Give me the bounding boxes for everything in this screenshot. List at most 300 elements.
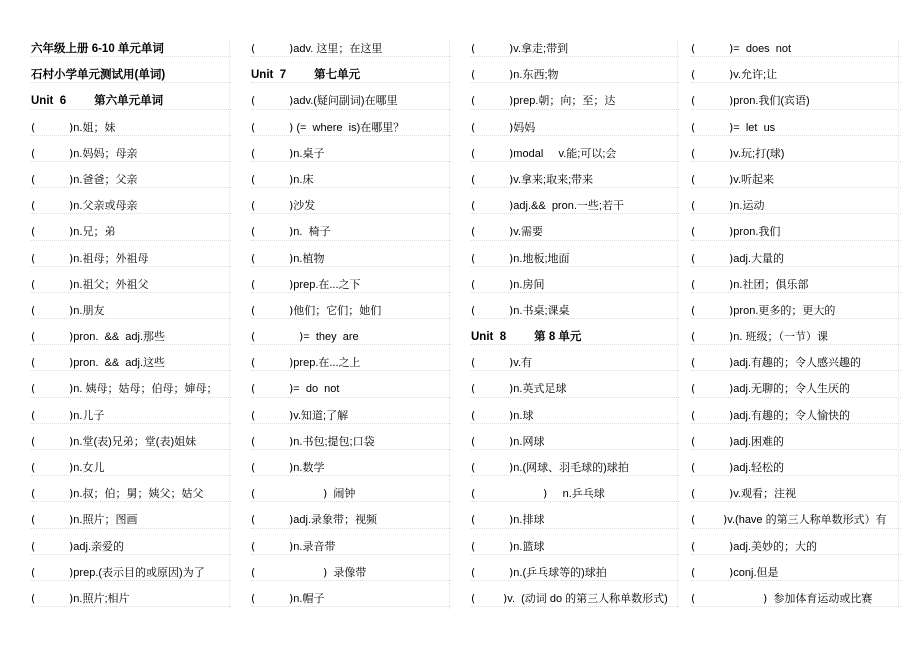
vocab-entry [691, 376, 901, 402]
answer-blank[interactable]: ( [251, 172, 256, 186]
definition-text: n.床 [293, 173, 314, 186]
vocab-entry [31, 350, 231, 376]
definition-text: 参加体育运动或比赛 [767, 592, 873, 605]
vocab-entry [691, 324, 901, 350]
blank-close-paren: ) [729, 565, 734, 579]
vocab-entry [31, 481, 231, 507]
vocab-entry [31, 272, 231, 298]
blank-close-paren: ) [69, 146, 74, 160]
answer-blank[interactable]: ( [31, 434, 36, 448]
blank-close-paren: ) [289, 199, 294, 213]
vocab-entry [471, 481, 679, 507]
answer-blank[interactable]: ( [471, 513, 476, 527]
blank-close-paren: ) [763, 591, 768, 605]
blank-close-paren: ) [299, 330, 304, 344]
answer-blank[interactable]: ( [31, 382, 36, 396]
vocab-entry [251, 481, 451, 507]
answer-blank[interactable]: ( [251, 225, 256, 239]
vocab-entry [251, 88, 451, 114]
vocab-entry [31, 455, 231, 481]
blank-close-paren: ) [289, 172, 294, 186]
answer-blank[interactable]: ( [471, 356, 476, 370]
definition-text: adj.亲爱的 [73, 540, 125, 553]
blank-close-paren: ) [289, 303, 294, 317]
column-3 [471, 36, 679, 612]
vocab-entry [31, 376, 231, 402]
answer-blank[interactable]: ( [251, 565, 256, 579]
vocab-entry [691, 36, 901, 62]
blank-close-paren: ) [323, 565, 328, 579]
answer-blank[interactable]: ( [251, 434, 256, 448]
definition-text: adv. 这里；在这里 [293, 43, 383, 55]
answer-blank[interactable]: ( [251, 591, 256, 605]
blank-close-paren: ) [69, 382, 74, 396]
answer-blank[interactable]: ( [31, 146, 36, 160]
definition-text: prep.(表示目的或原因)为了 [73, 566, 205, 579]
vocab-entry [471, 115, 679, 141]
answer-blank[interactable]: ( [31, 120, 36, 134]
vocab-entry [251, 560, 451, 586]
unit-label: Unit 6 [31, 95, 67, 108]
blank-close-paren: ) [509, 277, 514, 291]
blank-close-paren: ) [69, 277, 74, 291]
vocab-entry [471, 246, 679, 272]
vocab-entry [691, 403, 901, 429]
answer-blank[interactable]: ( [251, 408, 256, 422]
answer-blank[interactable]: ( [471, 591, 476, 605]
answer-blank[interactable]: ( [691, 225, 696, 239]
definition-text: n.姐；妹 [73, 121, 116, 134]
answer-blank[interactable]: ( [691, 513, 696, 527]
answer-blank[interactable]: ( [691, 120, 696, 134]
blank-close-paren: ) [729, 303, 734, 317]
vocab-entry [31, 560, 231, 586]
vocab-entry [691, 272, 901, 298]
answer-blank[interactable]: ( [691, 303, 696, 317]
vocab-entry [31, 534, 231, 560]
vocab-entry [31, 167, 231, 193]
vocab-entry [251, 115, 451, 141]
definition-text: n.朋友 [73, 304, 105, 317]
blank-close-paren: ) [503, 591, 508, 605]
vocab-entry [471, 429, 679, 455]
vocab-entry [251, 141, 451, 167]
answer-blank[interactable]: ( [251, 330, 256, 344]
answer-blank[interactable]: ( [691, 42, 696, 55]
definition-text: n.照片；图画 [73, 514, 138, 527]
definition-text: adj.大量的 [733, 252, 785, 265]
definition-text: = let us [733, 121, 776, 134]
answer-blank[interactable]: ( [251, 356, 256, 370]
blank-close-paren: ) [289, 251, 294, 265]
vocab-entry [691, 429, 901, 455]
definition-text: adj.困难的 [733, 435, 785, 448]
answer-blank[interactable]: ( [251, 513, 256, 527]
definition-text: n.排球 [513, 514, 545, 527]
vocab-entry [251, 376, 451, 402]
vocab-entry [31, 586, 231, 612]
vocab-entry [31, 193, 231, 219]
vocab-entry [691, 115, 901, 141]
definition-text: n.爸爸；父亲 [73, 173, 138, 186]
vocab-entry [691, 62, 901, 88]
definition-text: adj.美妙的；大的 [733, 540, 818, 553]
blank-close-paren: ) [69, 251, 74, 265]
answer-blank[interactable]: ( [471, 434, 476, 448]
blank-close-paren: ) [69, 487, 74, 501]
definition-text: n. 班级；（一节）课 [733, 331, 829, 344]
document-heading [31, 36, 231, 62]
vocab-entry [251, 193, 451, 219]
blank-close-paren: ) [509, 172, 514, 186]
definition-text: n.(网球、羽毛球的)球拍 [513, 462, 629, 474]
answer-blank[interactable]: ( [251, 120, 256, 134]
definition-text: n.房间 [513, 278, 545, 291]
blank-close-paren: ) [509, 565, 514, 579]
answer-blank[interactable]: ( [31, 172, 36, 186]
blank-close-paren: ) [289, 120, 294, 134]
answer-blank[interactable]: ( [31, 251, 36, 265]
blank-close-paren: ) [509, 120, 514, 134]
answer-blank[interactable]: ( [691, 94, 696, 108]
answer-blank[interactable]: ( [251, 461, 256, 474]
vocab-entry [471, 403, 679, 429]
blank-close-paren: ) [289, 382, 294, 396]
definition-text: adj.轻松的 [733, 462, 785, 474]
vocab-entry [691, 246, 901, 272]
answer-blank[interactable]: ( [251, 199, 256, 213]
vocab-entry [251, 272, 451, 298]
blank-close-paren: ) [69, 303, 74, 317]
vocab-entry [31, 219, 231, 245]
vocab-entry [471, 455, 679, 481]
blank-close-paren: ) [289, 94, 294, 108]
vocab-entry [471, 507, 679, 533]
answer-blank[interactable]: ( [31, 356, 36, 370]
blank-close-paren: ) [69, 120, 74, 134]
vocab-entry [691, 455, 901, 481]
definition-text: modal v.能;可以;会 [513, 147, 617, 160]
blank-close-paren: ) [729, 277, 734, 291]
blank-close-paren: ) [509, 199, 514, 213]
answer-blank[interactable]: ( [471, 225, 476, 239]
answer-blank[interactable]: ( [691, 251, 696, 265]
vocab-entry [471, 376, 679, 402]
blank-close-paren: ) [729, 68, 734, 82]
answer-blank[interactable]: ( [31, 591, 36, 605]
blank-close-paren: ) [289, 42, 294, 55]
vocab-entry [251, 219, 451, 245]
answer-blank[interactable]: ( [31, 461, 36, 474]
definition-text: n. 姨母；姑母；伯母；婶母； [73, 383, 218, 396]
definition-text: pron.更多的；更大的 [733, 304, 836, 317]
answer-blank[interactable]: ( [251, 94, 256, 108]
vocab-entry [471, 62, 679, 88]
definition-text: 沙发 [293, 200, 316, 213]
definition-text: n.录音带 [293, 540, 336, 553]
definition-text: prep.在...之上 [293, 357, 361, 370]
vocab-entry [691, 560, 901, 586]
vocab-entry [471, 586, 679, 612]
vocab-entry [31, 298, 231, 324]
vocab-entry [251, 403, 451, 429]
answer-blank[interactable]: ( [471, 487, 476, 501]
definition-text: n.乒乓球 [547, 488, 605, 501]
answer-blank[interactable]: ( [31, 513, 36, 527]
answer-blank[interactable]: ( [251, 303, 256, 317]
vocab-entry [251, 586, 451, 612]
blank-close-paren: ) [729, 146, 734, 160]
vocab-entry [251, 246, 451, 272]
answer-blank[interactable]: ( [471, 199, 476, 213]
blank-close-paren: ) [289, 539, 294, 553]
unit-heading [251, 62, 451, 88]
definition-text: n.书包;提包;口袋 [293, 435, 375, 448]
answer-blank[interactable]: ( [31, 487, 36, 501]
answer-blank[interactable]: ( [691, 565, 696, 579]
answer-blank[interactable]: ( [251, 146, 256, 160]
answer-blank[interactable]: ( [691, 591, 696, 605]
vocab-entry [251, 507, 451, 533]
answer-blank[interactable]: ( [471, 94, 476, 108]
vocab-entry [471, 193, 679, 219]
answer-blank[interactable]: ( [31, 539, 36, 553]
blank-close-paren: ) [69, 591, 74, 605]
definition-text: adv.(疑问副词)在哪里 [293, 95, 398, 108]
answer-blank[interactable]: ( [471, 146, 476, 160]
unit-title: 第六单元单词 [94, 95, 164, 108]
vocab-entry [251, 455, 451, 481]
blank-close-paren: ) [729, 330, 734, 344]
definition-text: 妈妈 [513, 121, 536, 134]
vocab-entry [471, 272, 679, 298]
blank-close-paren: ) [69, 356, 74, 370]
definition-text: v.有 [513, 357, 533, 370]
vocab-entry [471, 560, 679, 586]
definition-text: prep.朝；向；至；达 [513, 95, 616, 108]
definition-text: n. 椅子 [293, 226, 331, 239]
vocab-entry [691, 141, 901, 167]
definition-text: v.观看；注视 [733, 488, 797, 501]
blank-close-paren: ) [69, 172, 74, 186]
answer-blank[interactable]: ( [691, 277, 696, 291]
blank-close-paren: ) [729, 461, 734, 474]
definition-text: conj.但是 [733, 566, 779, 579]
answer-blank[interactable]: ( [691, 356, 696, 370]
vocab-entry [31, 141, 231, 167]
answer-blank[interactable]: ( [691, 382, 696, 396]
blank-close-paren: ) [69, 565, 74, 579]
definition-text: n.堂(表)兄弟；堂(表)姐妹 [73, 435, 197, 448]
blank-close-paren: ) [729, 199, 734, 213]
answer-blank[interactable]: ( [691, 461, 696, 474]
blank-close-paren: ) [729, 487, 734, 501]
answer-blank[interactable]: ( [471, 120, 476, 134]
blank-close-paren: ) [289, 461, 294, 474]
blank-close-paren: ) [509, 356, 514, 370]
answer-blank[interactable]: ( [471, 172, 476, 186]
answer-blank[interactable]: ( [471, 539, 476, 553]
blank-close-paren: ) [509, 539, 514, 553]
vocab-entry [691, 193, 901, 219]
blank-close-paren: ) [69, 539, 74, 553]
answer-blank[interactable]: ( [31, 225, 36, 239]
definition-text: 录像带 [327, 566, 367, 579]
vocab-entry [691, 350, 901, 376]
vocab-entry [691, 167, 901, 193]
definition-text: n.社团；俱乐部 [733, 278, 809, 291]
answer-blank[interactable]: ( [251, 251, 256, 265]
blank-close-paren: ) [289, 146, 294, 160]
vocab-entry [31, 507, 231, 533]
blank-close-paren: ) [69, 225, 74, 239]
definition-text: n.妈妈；母亲 [73, 147, 138, 160]
blank-close-paren: ) [69, 513, 74, 527]
answer-blank[interactable]: ( [31, 330, 36, 344]
blank-close-paren: ) [729, 539, 734, 553]
answer-blank[interactable]: ( [471, 408, 476, 422]
answer-blank[interactable]: ( [251, 277, 256, 291]
vocab-entry [31, 115, 231, 141]
blank-close-paren: ) [729, 356, 734, 370]
definition-text: n.东西;物 [513, 69, 559, 82]
blank-close-paren: ) [509, 225, 514, 239]
definition-text: adj.无聊的；令人生厌的 [733, 383, 851, 396]
blank-close-paren: ) [729, 434, 734, 448]
answer-blank[interactable]: ( [31, 565, 36, 579]
answer-blank[interactable]: ( [251, 382, 256, 396]
answer-blank[interactable]: ( [691, 408, 696, 422]
column-4 [691, 36, 901, 612]
definition-text: v.需要 [513, 226, 544, 239]
blank-close-paren: ) [509, 461, 514, 474]
definition-text: 他们；它们；她们 [293, 304, 382, 317]
answer-blank[interactable]: ( [471, 303, 476, 317]
document-heading [31, 62, 231, 88]
answer-blank[interactable]: ( [691, 434, 696, 448]
definition-text: n.祖父；外祖父 [73, 278, 149, 291]
definition-text: n.叔；伯；舅；姨父；姑父 [73, 488, 204, 501]
answer-blank[interactable]: ( [251, 539, 256, 553]
definition-text: prep.在...之下 [293, 278, 361, 291]
definition-text: n.(乒乓球等的)球拍 [513, 566, 607, 579]
answer-blank[interactable]: ( [691, 539, 696, 553]
definition-text: = do not [293, 383, 340, 396]
blank-close-paren: ) [69, 330, 74, 344]
answer-blank[interactable]: ( [471, 382, 476, 396]
blank-close-paren: ) [729, 120, 734, 134]
answer-blank[interactable]: ( [691, 172, 696, 186]
blank-close-paren: ) [69, 434, 74, 448]
vocab-entry [471, 298, 679, 324]
answer-blank[interactable]: ( [471, 461, 476, 474]
definition-text: pron.我们 [733, 226, 781, 239]
vocab-entry [251, 36, 451, 62]
definition-text: n.帽子 [293, 592, 325, 605]
answer-blank[interactable]: ( [691, 330, 696, 344]
blank-close-paren: ) [729, 382, 734, 396]
answer-blank[interactable]: ( [471, 565, 476, 579]
definition-text: = does not [733, 43, 792, 55]
answer-blank[interactable]: ( [691, 487, 696, 501]
vocab-entry [251, 429, 451, 455]
blank-close-paren: ) [289, 434, 294, 448]
answer-blank[interactable]: ( [691, 146, 696, 160]
blank-close-paren: ) [543, 487, 548, 501]
answer-blank[interactable]: ( [471, 251, 476, 265]
vocab-entry [691, 534, 901, 560]
definition-text: n.女儿 [73, 462, 105, 474]
vocab-entry [691, 88, 901, 114]
answer-blank[interactable]: ( [691, 68, 696, 82]
vocab-entry [471, 88, 679, 114]
answer-blank[interactable]: ( [471, 277, 476, 291]
blank-close-paren: ) [509, 68, 514, 82]
definition-text: n.运动 [733, 200, 765, 213]
vocab-entry [471, 36, 679, 62]
definition-text: pron.我们(宾语) [733, 95, 810, 108]
definition-text: pron. && adj.这些 [73, 357, 166, 370]
vocab-entry [471, 141, 679, 167]
unit-label: Unit 7 [251, 69, 287, 82]
definition-text: adj.录象带；视频 [293, 514, 378, 527]
vocab-entry [471, 534, 679, 560]
definition-text: v.(have 的第三人称单数形式）有 [727, 514, 887, 527]
answer-blank[interactable]: ( [471, 42, 476, 55]
blank-close-paren: ) [69, 461, 74, 474]
definition-text: n.网球 [513, 435, 545, 448]
definition-text: v.拿走;带到 [513, 43, 569, 55]
definition-text: n.篮球 [513, 540, 545, 553]
vocab-entry [691, 586, 901, 612]
blank-close-paren: ) [509, 434, 514, 448]
answer-blank[interactable]: ( [31, 277, 36, 291]
answer-blank[interactable]: ( [471, 68, 476, 82]
vocab-entry [31, 324, 231, 350]
blank-close-paren: ) [729, 225, 734, 239]
blank-close-paren: ) [509, 513, 514, 527]
blank-close-paren: ) [289, 591, 294, 605]
unit-heading [31, 88, 231, 114]
answer-blank[interactable]: ( [31, 199, 36, 213]
definition-text: adj.有趣的；令人感兴趣的 [733, 357, 862, 370]
vocab-entry [251, 350, 451, 376]
vocab-entry [31, 429, 231, 455]
answer-blank[interactable]: ( [31, 303, 36, 317]
column-1 [31, 36, 231, 612]
blank-close-paren: ) [729, 408, 734, 422]
heading-text: 石村小学单元测试用(单词) [31, 69, 166, 82]
answer-blank[interactable]: ( [251, 42, 256, 55]
definition-text: n.书桌;课桌 [513, 304, 570, 317]
blank-close-paren: ) [729, 42, 734, 55]
vocab-entry [691, 507, 901, 533]
vocab-entry [471, 350, 679, 376]
answer-blank[interactable]: ( [691, 199, 696, 213]
answer-blank[interactable]: ( [31, 408, 36, 422]
definition-text: (= where is)在哪里？ [293, 121, 405, 134]
blank-close-paren: ) [69, 408, 74, 422]
definition-text: 闹钟 [327, 488, 356, 501]
definition-text: v.玩;打(球) [733, 147, 785, 160]
blank-close-paren: ) [723, 513, 728, 527]
definition-text: n.父亲或母亲 [73, 200, 138, 213]
vocab-entry [691, 298, 901, 324]
definition-text: = they are [303, 331, 359, 344]
answer-blank[interactable]: ( [251, 487, 256, 501]
column-2 [251, 36, 451, 612]
blank-close-paren: ) [289, 408, 294, 422]
